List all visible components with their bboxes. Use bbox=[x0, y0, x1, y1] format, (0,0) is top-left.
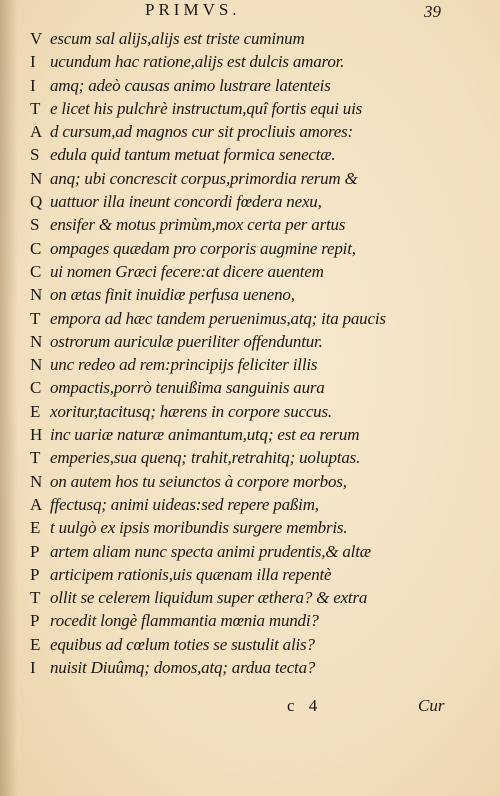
verse-initial: N bbox=[30, 331, 43, 351]
verse-initial: N bbox=[30, 355, 43, 375]
catchword: Cur bbox=[418, 696, 445, 715]
verse-line bbox=[0, 74, 500, 97]
verse-text: d cursum,ad magnos cur sit procliuis amores: bbox=[50, 122, 354, 142]
verse-initial: V bbox=[30, 29, 43, 48]
verse-text: edula quid tantum metuat formica senectæ. bbox=[50, 145, 336, 165]
verse-initial: T bbox=[30, 588, 41, 608]
page-number: 39 bbox=[424, 2, 441, 21]
verse-line bbox=[0, 470, 500, 493]
verse-initial: C bbox=[30, 261, 42, 281]
verse-line bbox=[0, 563, 500, 586]
verse-text: artem aliam nunc specta animi prudentis,& altæ bbox=[50, 541, 371, 561]
verse-text: ollit se celerem liquidum super æthera? & extra bbox=[50, 588, 368, 608]
verse-text: escum sal alijs,alijs est triste cuminum bbox=[50, 29, 305, 48]
verse-text: on ætas finit inuidiæ perfusa ueneno, bbox=[50, 285, 295, 305]
verse-initial: P bbox=[30, 564, 40, 584]
verse-text: ompactis,porrò tenuißima sanguinis aura bbox=[50, 378, 325, 398]
verse-line bbox=[0, 213, 500, 236]
verse-initial: N bbox=[30, 285, 43, 305]
verse-text: rocedit longè flammantia mœnia mundi? bbox=[50, 611, 319, 631]
verse-text: amq; adeò causas animo lustrare latenteis bbox=[50, 75, 331, 95]
verse-text: articipem rationis,uis quænam illa repentè bbox=[50, 564, 332, 584]
verse-line bbox=[0, 540, 500, 563]
verse-initial: A bbox=[30, 122, 43, 142]
verse-text: uattuor illa ineunt concordi fœdera nexu, bbox=[50, 192, 322, 212]
verse-text: ompages quædam pro corporis augmine repit, bbox=[50, 238, 356, 258]
verse-initial: T bbox=[30, 98, 41, 118]
verse-text: ffectusq; animi uideas:sed repere paßim, bbox=[50, 494, 319, 514]
verse-line bbox=[0, 50, 500, 73]
verse-initial: A bbox=[30, 494, 43, 514]
verse-initial: C bbox=[30, 378, 42, 398]
verse-text: ostrorum auriculæ pueriliter offenduntur. bbox=[50, 331, 323, 351]
verse-text: unc redeo ad rem:principijs feliciter illis bbox=[50, 355, 318, 375]
verse-initial: T bbox=[30, 448, 41, 468]
verse-initial: I bbox=[30, 52, 36, 72]
verse-initial: E bbox=[30, 401, 41, 421]
verse-initial: N bbox=[30, 168, 43, 188]
verse-text: ui nomen Græci fecere:at dicere auentem bbox=[50, 261, 324, 281]
verse-text: ucundum hac ratione,alijs est dulcis amaror. bbox=[50, 52, 345, 72]
verse-line bbox=[0, 283, 500, 306]
verse-line bbox=[0, 143, 500, 166]
verse-initial: Q bbox=[30, 192, 43, 212]
verse-initial: N bbox=[30, 471, 43, 491]
verse-initial: P bbox=[30, 611, 40, 631]
verse-initial: P bbox=[30, 541, 40, 561]
verse-initial: C bbox=[30, 238, 42, 258]
verse-line bbox=[0, 656, 500, 679]
verse-line bbox=[0, 376, 500, 399]
verse-line bbox=[0, 586, 500, 609]
verse-line bbox=[0, 237, 500, 260]
verse-line bbox=[0, 307, 500, 330]
verse-line bbox=[0, 609, 500, 632]
signature-mark: c 4 bbox=[287, 696, 323, 715]
verse-initial: S bbox=[30, 145, 40, 165]
verse-line bbox=[0, 493, 500, 516]
verse-list bbox=[0, 27, 500, 679]
verse-initial: T bbox=[30, 308, 41, 328]
verse-line bbox=[0, 423, 500, 446]
verse-line bbox=[0, 260, 500, 283]
verse-text: inc uariæ naturæ animantum,utq; est ea rerum bbox=[50, 425, 360, 445]
verse-line bbox=[0, 190, 500, 213]
verse-line bbox=[0, 400, 500, 423]
verse-line bbox=[0, 633, 500, 656]
page-footer bbox=[0, 696, 500, 720]
verse-text: t uulgò ex ipsis moribundis surgere membris. bbox=[50, 518, 348, 538]
verse-initial: E bbox=[30, 518, 41, 538]
verse-text: emperies,sua quenq; trahit,retrahitq; uoluptas. bbox=[50, 448, 361, 468]
verse-initial: I bbox=[30, 75, 36, 95]
verse-line bbox=[0, 353, 500, 376]
verse-text: empora ad hæc tandem peruenimus,atq; ita paucis bbox=[50, 308, 386, 328]
verse-text: anq; ubi concrescit corpus,primordia rerum & bbox=[50, 168, 358, 188]
verse-line bbox=[0, 516, 500, 539]
verse-text: nuisit Diuûmq; domos,atq; ardua tecta? bbox=[50, 658, 316, 678]
verse-line bbox=[0, 27, 500, 50]
running-head: PRIMVS. bbox=[145, 0, 241, 19]
verse-initial: H bbox=[30, 425, 43, 445]
verse-line bbox=[0, 330, 500, 353]
verse-text: e licet his pulchrè instructum,quî fortis equi uis bbox=[50, 98, 363, 118]
verse-line bbox=[0, 446, 500, 469]
verse-line bbox=[0, 120, 500, 143]
verse-initial: S bbox=[30, 215, 40, 235]
verse-text: on autem hos tu seiunctos à corpore morbos, bbox=[50, 471, 347, 491]
verse-initial: E bbox=[30, 634, 41, 654]
verse-line bbox=[0, 97, 500, 120]
verse-text: ensifer & motus primùm,mox certa per artus bbox=[50, 215, 346, 235]
verse-line bbox=[0, 167, 500, 190]
verse-initial: I bbox=[30, 658, 36, 678]
verse-text: equibus ad cœlum toties se sustulit alis? bbox=[50, 634, 315, 654]
verse-text: xoritur,tacitusq; hærens in corpore succus. bbox=[50, 401, 332, 421]
